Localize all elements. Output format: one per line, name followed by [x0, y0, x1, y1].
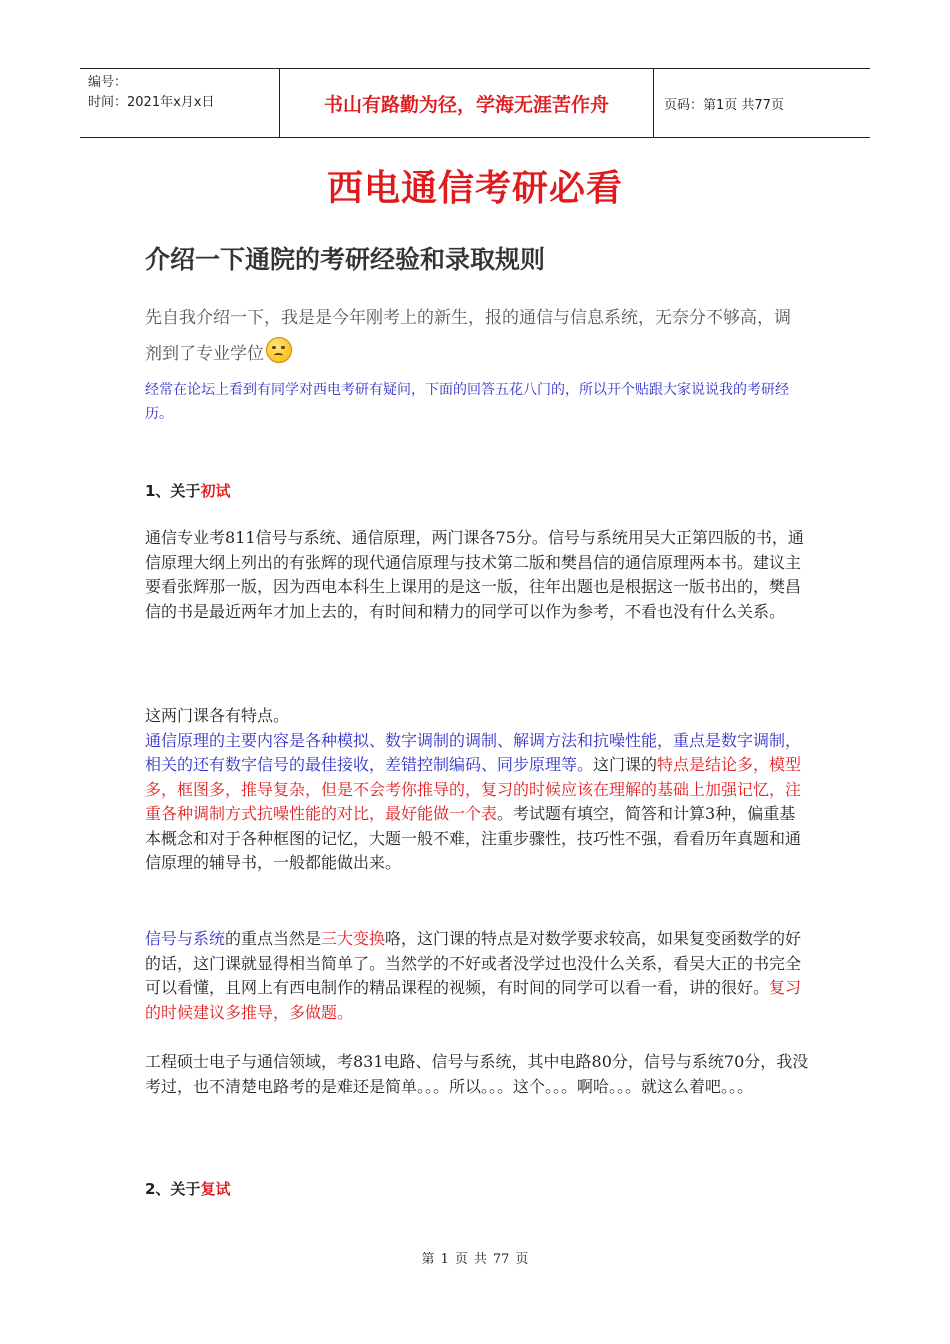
section1-prefix: 1、关于	[145, 482, 201, 500]
para3-red1: 三大变换	[321, 929, 386, 948]
page-footer	[0, 1248, 950, 1267]
paragraph-exam-subjects: 通信专业考811信号与系统、通信原理，两门课各75分。信号与系统用吴大正第四版的书，通信原理大纲上列出的有张辉的现代通信原理与技术第二版和樊昌信的通信原理两本书。建议主要看张辉那一版，因为西电本科生上课用的是这一版，往年出题也是根据这一版书出的，樊昌信的书是最近两年才加上去的，有时间和精力的同学可以作为参考，不看也没有什么关系。	[145, 528, 804, 621]
intro-paragraph	[145, 300, 805, 372]
header-meta	[80, 69, 280, 137]
para2-red: 特点是结论多，模型多，框图多，推导复杂，但是不会考你推导的，复习的时候应该在理解的基础上加强记忆，注重各种调制方式抗噪性能的对比，最好能做一个表	[145, 755, 802, 823]
paragraph-signals-systems	[145, 927, 810, 1025]
para2-text2: 。考试题有填空，简答和计算3种，偏重基本概念和对于各种框图的记忆，大题一般不难，注重步骤性，技巧性不强，看看历年真题和通信原理的辅导书，一般都能做出来。	[145, 804, 802, 872]
section2-prefix: 2、关于	[145, 1180, 201, 1198]
footer-di: 第	[421, 1252, 435, 1267]
number-label: 编号：	[88, 75, 128, 90]
para2-blue: 通信原理的主要内容是各种模拟、数字调制的调制、解调方法和抗噪性能，重点是数字调制，相关的还有数字信号的最佳接收，差错控制编码、同步原理等。	[145, 730, 802, 774]
section1-highlight: 初试	[200, 482, 231, 500]
para3-red2: 复习的时候建议多推导，多做题。	[145, 978, 802, 1022]
document-title: 西电通信考研必看	[326, 167, 623, 209]
header-page-info: 页码：第1页 共77页	[664, 97, 784, 113]
section2-highlight: 复试	[200, 1180, 231, 1198]
footer-gong: 共	[473, 1252, 487, 1267]
page-header	[80, 68, 870, 138]
paragraph-course-features	[145, 704, 810, 876]
para3-text1: 的重点当然是	[225, 929, 322, 948]
time-label: 时间：2021年x月x日	[88, 95, 215, 110]
para3-text2: 咯，这门课的特点是对数学要求较高，如果复变函数学的好的话，这门课就显得相当简单了。当然学的不好或者没学过也没什么关系，看吴大正的书完全可以看懂，且网上有西电制作的精品课程的视频，有时间的同学可以看一看，讲的很好。	[145, 929, 802, 997]
footer-ye1: 页	[454, 1252, 468, 1267]
footer-page-number: 1	[440, 1252, 449, 1267]
para2-intro: 这两门课各有特点。	[145, 706, 290, 725]
intro-text: 先自我介绍一下，我是是今年刚考上的新生，报的通信与信息系统，无奈分不够高，调剂到了专业学位	[145, 308, 791, 364]
section-heading-1	[145, 480, 230, 501]
header-motto: 书山有路勤为径，学海无涯苦作舟	[280, 69, 654, 137]
paragraph-engineering-master: 工程硕士电子与通信领域，考831电路、信号与系统，其中电路80分，信号与系统70分，我没考过，也不清楚电路考的是难还是简单。。。所以。。。这个。。。啊哈。。。就这么着吧。。。	[145, 1052, 809, 1096]
footer-ye2: 页	[515, 1252, 529, 1267]
blue-note: 经常在论坛上看到有同学对西电考研有疑问，下面的回答五花八门的，所以开个贴跟大家说说我的考研经历。	[145, 382, 789, 422]
para3-blue: 信号与系统	[145, 929, 226, 948]
para2-text1: 这门课的	[593, 755, 658, 774]
embarrassed-face-icon	[266, 337, 292, 363]
footer-total-pages: 77	[492, 1252, 510, 1267]
document-subtitle: 介绍一下通院的考研经验和录取规则	[145, 245, 546, 274]
section-heading-2	[145, 1178, 230, 1199]
